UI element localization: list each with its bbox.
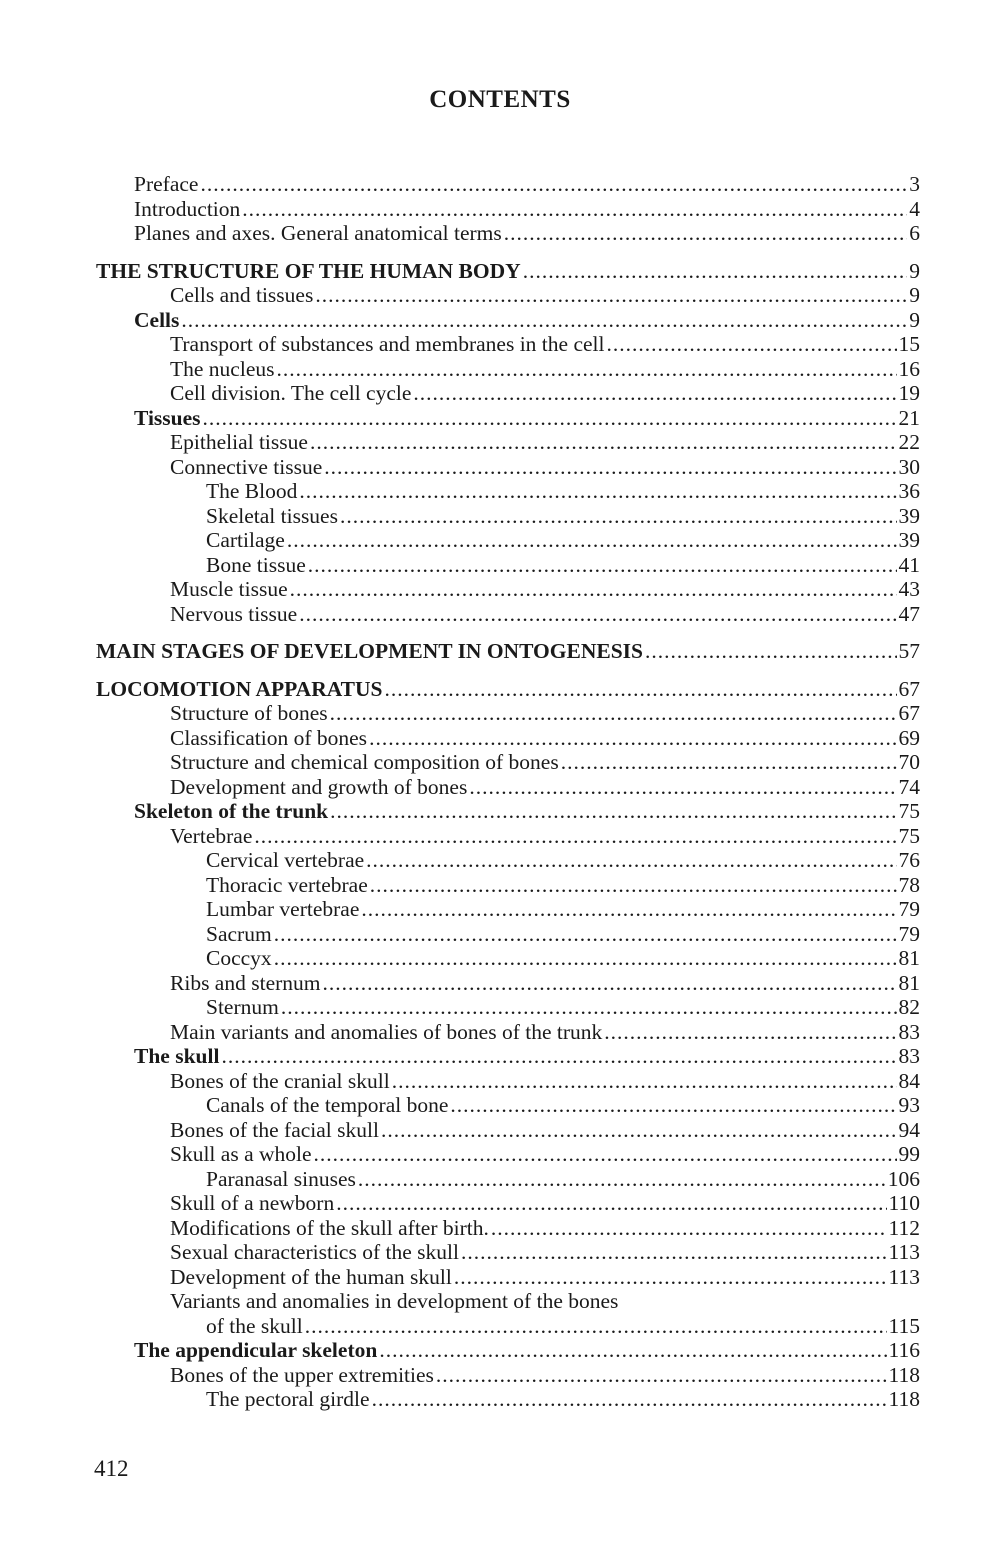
toc-entry-page: 93 bbox=[898, 1093, 920, 1117]
toc-entry-page: 19 bbox=[898, 381, 920, 405]
toc-entry-label: Transport of substances and membranes in the cell bbox=[170, 332, 605, 356]
toc-entry bbox=[96, 775, 920, 800]
toc-entry-label: of the skull bbox=[206, 1313, 303, 1338]
toc-entry bbox=[96, 381, 920, 406]
dot-leader bbox=[370, 873, 897, 898]
table-of-contents bbox=[96, 172, 920, 1412]
toc-entry bbox=[96, 357, 920, 382]
toc-entry-label: Structure and chemical composition of bones bbox=[170, 750, 559, 774]
toc-entry-label: Introduction bbox=[134, 196, 241, 221]
toc-entry bbox=[96, 1289, 920, 1314]
toc-entry-page: 113 bbox=[888, 1264, 920, 1289]
dot-leader bbox=[299, 479, 896, 504]
dot-leader bbox=[181, 308, 907, 333]
dot-leader bbox=[504, 221, 908, 246]
toc-entry-page: 82 bbox=[898, 995, 920, 1019]
dot-leader bbox=[413, 381, 896, 406]
dot-leader bbox=[200, 172, 907, 197]
toc-entry bbox=[96, 971, 920, 996]
toc-entry bbox=[96, 1314, 920, 1339]
toc-entry-label: Lumbar vertebrae bbox=[206, 897, 360, 921]
toc-entry-page: 118 bbox=[888, 1362, 920, 1387]
dot-leader bbox=[358, 1167, 886, 1192]
dot-leader bbox=[645, 639, 897, 664]
toc-entry-label: Cartilage bbox=[206, 528, 285, 552]
toc-entry bbox=[96, 922, 920, 947]
dot-leader bbox=[523, 259, 908, 284]
dot-leader bbox=[274, 922, 897, 947]
toc-entry bbox=[96, 172, 920, 197]
toc-entry-label: Modifications of the skull after birth. bbox=[170, 1215, 489, 1240]
toc-entry-page: 67 bbox=[898, 676, 920, 701]
toc-entry bbox=[96, 479, 920, 504]
toc-entry-label: Bone tissue bbox=[206, 552, 306, 577]
toc-entry bbox=[96, 1216, 920, 1241]
dot-leader bbox=[323, 971, 897, 996]
toc-entry-label: Ribs and sternum bbox=[170, 970, 321, 995]
toc-entry-page: 78 bbox=[898, 872, 920, 897]
toc-entry-page: 16 bbox=[898, 356, 920, 381]
toc-entry bbox=[96, 1338, 920, 1363]
dot-leader bbox=[336, 1191, 886, 1216]
toc-entry-label: The appendicular skeleton bbox=[134, 1338, 378, 1362]
dot-leader bbox=[369, 726, 896, 751]
toc-entry-label: Bones of the upper extremities bbox=[170, 1362, 434, 1387]
toc-entry-page: 115 bbox=[888, 1313, 920, 1338]
toc-entry-label: Structure of bones bbox=[170, 701, 328, 725]
toc-entry bbox=[96, 406, 920, 431]
toc-entry-page: 118 bbox=[888, 1387, 920, 1411]
toc-entry-label: THE STRUCTURE OF THE HUMAN BODY bbox=[96, 258, 521, 283]
dot-leader bbox=[372, 1387, 887, 1412]
toc-entry bbox=[96, 799, 920, 824]
toc-entry-page: 112 bbox=[888, 1215, 920, 1240]
dot-leader bbox=[366, 848, 896, 873]
toc-entry-label: The nucleus bbox=[170, 356, 275, 381]
dot-leader bbox=[450, 1093, 896, 1118]
toc-entry-page: 81 bbox=[898, 970, 920, 995]
toc-entry-label: Main variants and anomalies of bones of the trunk bbox=[170, 1019, 603, 1044]
toc-entry-page: 69 bbox=[898, 725, 920, 750]
toc-entry-page: 94 bbox=[898, 1117, 920, 1142]
toc-entry-page: 41 bbox=[898, 552, 920, 577]
dot-leader bbox=[290, 577, 897, 602]
toc-entry-page: 30 bbox=[898, 454, 920, 479]
toc-entry-page: 36 bbox=[898, 479, 920, 503]
dot-leader bbox=[203, 406, 897, 431]
toc-entry-page: 110 bbox=[888, 1191, 920, 1215]
dot-leader bbox=[461, 1240, 887, 1265]
toc-entry bbox=[96, 528, 920, 553]
toc-entry-page: 43 bbox=[898, 577, 920, 601]
toc-entry bbox=[96, 1265, 920, 1290]
toc-entry-label: Variants and anomalies in development of the bones bbox=[170, 1289, 619, 1313]
page-number: 412 bbox=[94, 1456, 129, 1481]
toc-entry-label: Epithelial tissue bbox=[170, 430, 308, 454]
toc-entry-label: Connective tissue bbox=[170, 454, 323, 479]
toc-entry-label: Nervous tissue bbox=[170, 601, 298, 626]
toc-entry bbox=[96, 1069, 920, 1094]
toc-entry-label: The Blood bbox=[206, 479, 298, 503]
toc-entry bbox=[96, 221, 920, 246]
toc-entry bbox=[96, 1191, 920, 1216]
toc-entry bbox=[96, 1167, 920, 1192]
dot-leader bbox=[604, 1020, 896, 1045]
dot-leader bbox=[276, 357, 896, 382]
toc-entry bbox=[96, 308, 920, 333]
dot-leader bbox=[381, 1118, 897, 1143]
toc-entry-page: 113 bbox=[888, 1240, 920, 1264]
dot-leader bbox=[281, 995, 897, 1020]
toc-entry bbox=[96, 701, 920, 726]
toc-entry-label: Paranasal sinuses bbox=[206, 1166, 356, 1191]
toc-entry bbox=[96, 504, 920, 529]
toc-entry-label: The skull bbox=[134, 1044, 220, 1068]
dot-leader bbox=[242, 197, 907, 222]
toc-entry-label: Development and growth of bones bbox=[170, 774, 468, 799]
toc-entry bbox=[96, 677, 920, 702]
toc-entry-label: Skull of a newborn bbox=[170, 1191, 335, 1215]
dot-leader bbox=[454, 1265, 887, 1290]
toc-entry-label: Vertebrae bbox=[170, 823, 253, 848]
toc-entry-label: Cervical vertebrae bbox=[206, 848, 365, 872]
toc-entry-label: Sexual characteristics of the skull bbox=[170, 1240, 459, 1264]
dot-leader bbox=[314, 1142, 897, 1167]
dot-leader bbox=[606, 332, 896, 357]
dot-leader bbox=[469, 775, 896, 800]
toc-entry-label: Preface bbox=[134, 172, 199, 196]
toc-entry-label: Sternum bbox=[206, 995, 279, 1019]
toc-entry-page: 70 bbox=[898, 750, 920, 774]
toc-entry-page: 79 bbox=[898, 921, 920, 946]
dot-leader bbox=[330, 701, 897, 726]
dot-leader bbox=[491, 1216, 887, 1241]
toc-entry-page: 116 bbox=[888, 1338, 920, 1362]
page-title: CONTENTS bbox=[429, 86, 571, 113]
toc-entry bbox=[96, 283, 920, 308]
dot-leader bbox=[287, 528, 897, 553]
toc-entry-label: Cells and tissues bbox=[170, 283, 314, 307]
toc-entry bbox=[96, 750, 920, 775]
dot-leader bbox=[315, 283, 907, 308]
toc-entry bbox=[96, 332, 920, 357]
toc-entry bbox=[96, 824, 920, 849]
toc-entry-page: 67 bbox=[898, 701, 920, 725]
dot-leader bbox=[436, 1363, 887, 1388]
toc-entry-label: Coccyx bbox=[206, 946, 272, 970]
toc-entry-page: 22 bbox=[898, 430, 920, 454]
toc-entry-label: Planes and axes. General anatomical terms bbox=[134, 221, 502, 245]
toc-entry-page: 79 bbox=[898, 897, 920, 921]
toc-entry-label: MAIN STAGES OF DEVELOPMENT IN ONTOGENESIS bbox=[96, 639, 643, 663]
toc-entry-label: Development of the human skull bbox=[170, 1264, 452, 1289]
toc-entry bbox=[96, 455, 920, 480]
toc-entry bbox=[96, 1093, 920, 1118]
dot-leader bbox=[254, 824, 896, 849]
toc-entry bbox=[96, 897, 920, 922]
toc-entry-page: 47 bbox=[898, 601, 920, 626]
dot-leader bbox=[305, 1314, 887, 1339]
toc-entry-page: 57 bbox=[898, 639, 920, 663]
toc-entry bbox=[96, 1118, 920, 1143]
toc-entry bbox=[96, 577, 920, 602]
dot-leader bbox=[310, 430, 897, 455]
dot-leader bbox=[274, 946, 897, 971]
dot-leader bbox=[379, 1338, 886, 1363]
toc-entry-page: 74 bbox=[898, 774, 920, 799]
dot-leader bbox=[384, 677, 896, 702]
toc-entry-label: Classification of bones bbox=[170, 725, 368, 750]
toc-entry-page: 39 bbox=[898, 503, 920, 528]
dot-leader bbox=[392, 1069, 897, 1094]
dot-leader bbox=[299, 602, 896, 627]
toc-entry-page: 81 bbox=[898, 946, 920, 970]
toc-entry bbox=[96, 430, 920, 455]
toc-entry-label: Cells bbox=[134, 307, 180, 332]
toc-entry-page: 75 bbox=[898, 799, 920, 823]
toc-entry bbox=[96, 1363, 920, 1388]
dot-leader bbox=[561, 750, 897, 775]
toc-entry-page: 21 bbox=[898, 405, 920, 430]
toc-entry-label: Sacrum bbox=[206, 921, 272, 946]
toc-entry bbox=[96, 639, 920, 664]
toc-entry-page: 84 bbox=[898, 1068, 920, 1093]
toc-entry bbox=[96, 1240, 920, 1265]
dot-leader bbox=[308, 553, 897, 578]
toc-entry-label: Canals of the temporal bone bbox=[206, 1093, 449, 1117]
toc-entry-page: 106 bbox=[887, 1166, 920, 1191]
toc-entry bbox=[96, 1387, 920, 1412]
toc-entry-label: Cell division. The cell cycle bbox=[170, 381, 412, 405]
toc-entry-page: 6 bbox=[909, 221, 920, 245]
toc-entry bbox=[96, 602, 920, 627]
toc-entry-label: Tissues bbox=[134, 405, 201, 430]
toc-entry-page: 76 bbox=[898, 848, 920, 872]
toc-entry bbox=[96, 1142, 920, 1167]
toc-entry-label: The pectoral girdle bbox=[206, 1387, 370, 1411]
toc-entry bbox=[96, 197, 920, 222]
toc-entry-page: 39 bbox=[898, 528, 920, 552]
toc-entry bbox=[96, 259, 920, 284]
toc-entry-page: 15 bbox=[898, 332, 920, 356]
toc-entry-page: 83 bbox=[898, 1044, 920, 1068]
dot-leader bbox=[361, 897, 896, 922]
toc-entry-label: Skull as a whole bbox=[170, 1142, 312, 1166]
toc-entry-page: 9 bbox=[909, 258, 920, 283]
toc-entry-label: Skeletal tissues bbox=[206, 503, 338, 528]
dot-leader bbox=[330, 799, 896, 824]
toc-entry-label: Skeleton of the trunk bbox=[134, 799, 329, 823]
toc-entry-label: LOCOMOTION APPARATUS bbox=[96, 676, 383, 701]
toc-entry-page: 4 bbox=[909, 196, 920, 221]
toc-entry bbox=[96, 553, 920, 578]
toc-entry-page: 83 bbox=[898, 1019, 920, 1044]
dot-leader bbox=[324, 455, 896, 480]
toc-entry-label: Bones of the cranial skull bbox=[170, 1068, 390, 1093]
toc-entry-page: 9 bbox=[909, 283, 920, 307]
toc-entry-label: Muscle tissue bbox=[170, 577, 288, 601]
toc-entry bbox=[96, 1020, 920, 1045]
toc-entry-page: 3 bbox=[909, 172, 920, 196]
toc-entry bbox=[96, 726, 920, 751]
toc-entry bbox=[96, 995, 920, 1020]
dot-leader bbox=[340, 504, 897, 529]
toc-entry bbox=[96, 848, 920, 873]
toc-entry-label: Bones of the facial skull bbox=[170, 1117, 379, 1142]
toc-entry-page: 75 bbox=[898, 823, 920, 848]
dot-leader bbox=[221, 1044, 896, 1069]
toc-entry bbox=[96, 946, 920, 971]
toc-entry-label: Thoracic vertebrae bbox=[206, 872, 368, 897]
toc-entry bbox=[96, 1044, 920, 1069]
toc-entry bbox=[96, 873, 920, 898]
toc-entry-page: 9 bbox=[909, 307, 920, 332]
toc-entry-page: 99 bbox=[898, 1142, 920, 1166]
